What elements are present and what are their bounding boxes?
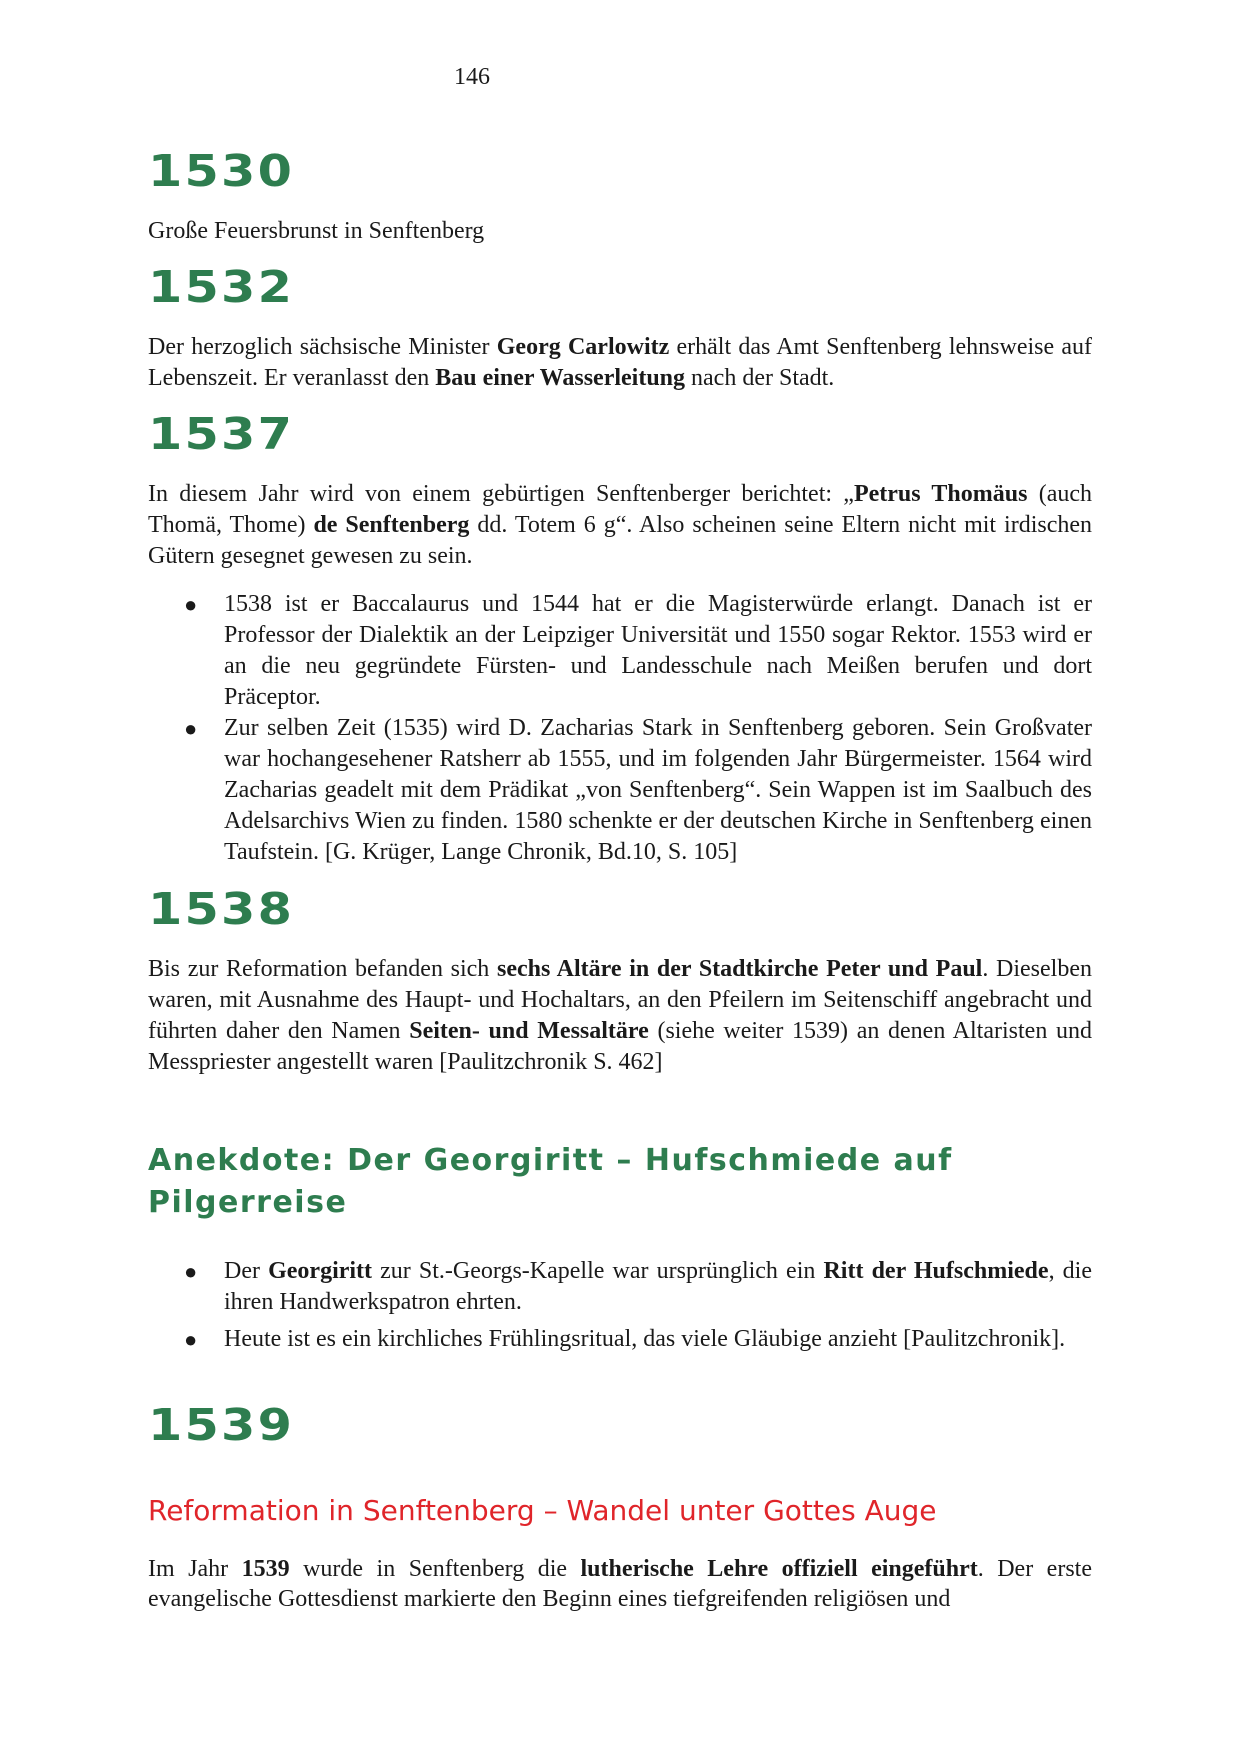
entry-1539-text: Im Jahr 1539 wurde in Senftenberg die lutherische Lehre offiziell eingeführt. Der erste evangelische Gottesdienst markierte den Beginn eines tiefgreifenden religiösen und <box>148 1556 1092 1612</box>
list-item: ● Der Georgiritt zur St.-Georgs-Kapelle war ursprünglich ein Ritt der Hufschmiede, die ihren Handwerkspatron ehrten. <box>184 1258 1092 1315</box>
anekdote-bullet-list <box>148 1256 1092 1355</box>
anekdote-heading: Anekdote: Der Georgiritt – Hufschmiede auf Pilgerreise <box>148 1143 953 1220</box>
year-heading-1538: 1538 <box>148 884 295 935</box>
bullet-icon: ● <box>184 592 198 617</box>
entry-1532-text: Der herzoglich sächsische Minister Georg Carlowitz erhält das Amt Senftenberg lehnsweise auf Lebenszeit. Er veranlasst den Bau einer Wasserleitung nach der Stadt. <box>148 334 1093 391</box>
year-heading-1539: 1539 <box>148 1400 295 1451</box>
section-title-reformation: Reformation in Senftenberg – Wandel unter Gottes Auge <box>148 1494 937 1527</box>
entry-1537-bullet-list <box>148 589 1092 868</box>
bullet-icon: ● <box>184 716 198 741</box>
bullet-icon: ● <box>184 1259 198 1284</box>
year-heading-1532: 1532 <box>148 262 295 313</box>
bullet-icon: ● <box>184 1327 198 1352</box>
list-item: ● Heute ist es ein kirchliches Frühlingsritual, das viele Gläubige anzieht [Paulitzchronik]. <box>148 1324 1092 1355</box>
entry-1530-text: Große Feuersbrunst in Senftenberg <box>148 218 485 244</box>
year-heading-1530: 1530 <box>148 146 295 197</box>
list-item: ● Zur selben Zeit (1535) wird D. Zacharias Stark in Senftenberg geboren. Sein Großvater war hochangesehener Ratsherr ab 1555, und im folgenden Jahr Bürgermeister. 1564 wird Zacharias geadelt mit dem Prädikat „von Senftenberg“. Sein Wappen ist im Saalbuch des Adelsarchivs Wien zu finden. 1580 schenkte er der deutschen Kirche in Senftenberg einen Taufstein. [G. Krüger, Lange Chronik, Bd.10, S. 105] <box>184 715 1092 865</box>
entry-1538-text: Bis zur Reformation befanden sich sechs Altäre in der Stadtkirche Peter und Paul. Dieselben waren, mit Ausnahme des Haupt- und Hochaltars, an den Pfeilern im Seitenschiff angebracht und führten daher den Namen Seiten- und Messaltäre (siehe weiter 1539) an denen Altaristen und Messpriester angestellt waren [Paulitzchronik S. 462] <box>148 956 1092 1075</box>
list-item: ● 1538 ist er Baccalaurus und 1544 hat er die Magisterwürde erlangt. Danach ist er Professor der Dialektik an der Leipziger Universität und 1550 sogar Rektor. 1553 wird er an die neu gegründete Fürsten- und Landesschule nach Meißen berufen und dort Präceptor. <box>184 591 1092 710</box>
year-heading-1537: 1537 <box>148 409 295 460</box>
page-number: 146 <box>454 64 490 90</box>
entry-1537-text: In diesem Jahr wird von einem gebürtigen Senftenberger berichtet: „Petrus Thomäus (auch Thomä, Thome) de Senftenberg dd. Totem 6 g“. Also scheinen seine Eltern nicht mit irdischen Gütern gesegnet gewesen zu sein. <box>148 481 1093 569</box>
